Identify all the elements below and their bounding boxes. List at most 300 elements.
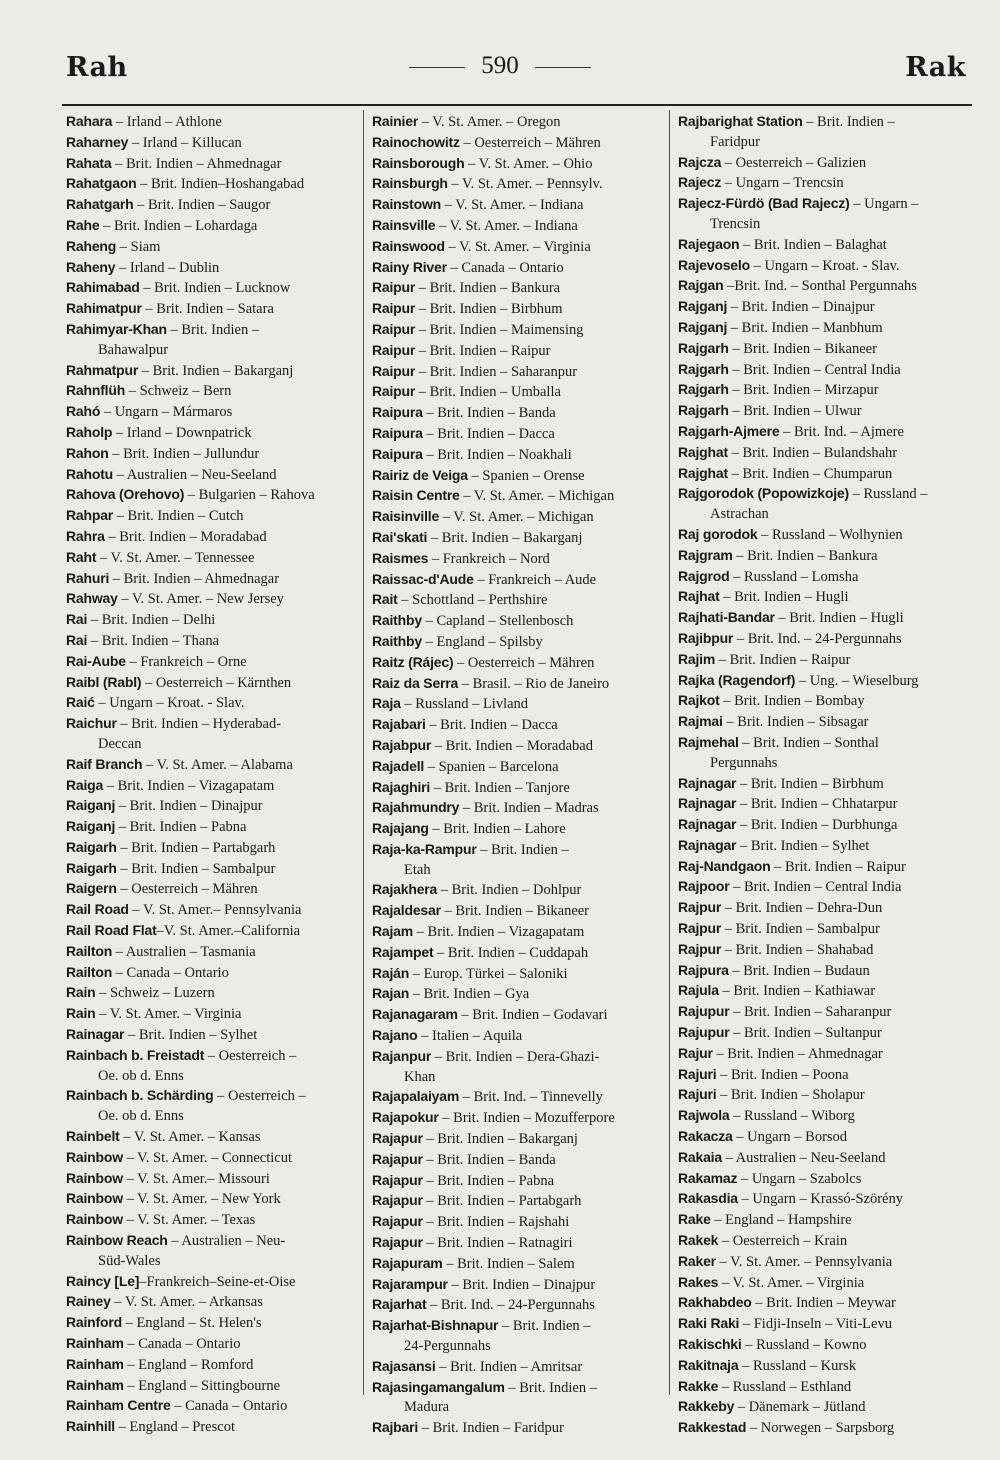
gazetteer-entry — [678, 712, 978, 733]
gazetteer-entry — [678, 877, 978, 898]
gazetteer-entry — [678, 276, 978, 297]
gazetteer-entry — [372, 1295, 672, 1316]
gazetteer-entry — [66, 444, 366, 465]
entry-headword: Raipur — [372, 383, 416, 400]
entry-location: – Ungarn – Trencsin — [721, 175, 844, 192]
entry-location: – Brit. Indien – Bikaneer — [440, 903, 590, 920]
gazetteer-entry — [66, 1292, 366, 1313]
gazetteer-entry-continuation — [372, 1398, 672, 1418]
entry-location: – Brit. Indien – Lohardaga — [99, 217, 258, 234]
entry-location: – Brit. Indien – Bakarganj — [138, 362, 294, 379]
entry-headword: Rahatgaon — [66, 175, 137, 192]
entry-location: – Australien – Neu- — [167, 1233, 286, 1250]
gazetteer-entry — [372, 174, 672, 195]
entry-headword: Rajkot — [678, 692, 720, 709]
entry-location: – Ungarn – Mármaros — [100, 404, 233, 421]
gazetteer-entry — [66, 361, 366, 382]
gazetteer-entry — [372, 133, 672, 154]
entry-location: – Schweiz – Bern — [125, 383, 232, 400]
entry-headword: Rajpur — [678, 920, 722, 937]
entry-location: – Irland – Athlone — [112, 114, 222, 130]
entry-location: – Brit. Indien – Ahmednagar — [111, 155, 282, 172]
entry-location: – Brit. Indien – Budaun — [728, 962, 870, 979]
entry-headword: Rahotu — [66, 465, 114, 482]
entry-location: – Brit. Ind. – 24-Pergunnahs — [426, 1297, 595, 1314]
entry-location: – V. St. Amer. – Kansas — [119, 1129, 261, 1146]
entry-headword: Rajasingamangalum — [372, 1378, 505, 1395]
entry-location: – Brit. Indien – Bakarganj — [427, 529, 583, 546]
entry-headword: Raiganj — [66, 797, 116, 814]
entry-location: – Brit. Indien – Sonthal — [738, 734, 879, 751]
entry-headword: Rajecz-Fürdö (Bad Rajecz) — [678, 195, 850, 212]
entry-headword: Rajgarh — [678, 402, 729, 419]
entry-location: – Brit. Indien – — [498, 1318, 591, 1335]
gazetteer-entry-continuation — [678, 505, 978, 525]
entry-location: – Brit. Indien – Dacca — [422, 425, 555, 442]
entry-location: – Canada – Ontario — [170, 1398, 288, 1415]
entry-headword: Raipur — [372, 320, 416, 337]
gazetteer-entry — [66, 1148, 366, 1169]
entry-headword: Rajpur — [678, 940, 722, 957]
gazetteer-entry — [372, 757, 672, 778]
gazetteer-entry — [678, 1397, 978, 1418]
entry-headword: Rail Road Flat — [66, 922, 157, 939]
column-divider-2 — [669, 110, 670, 1395]
entry-headword: Rainbow Reach — [66, 1232, 168, 1249]
gazetteer-entry — [66, 1004, 366, 1025]
entry-headword: Rahway — [66, 590, 118, 607]
header-dash-right — [535, 67, 591, 68]
entry-headword: Rainsburgh — [372, 175, 448, 192]
gazetteer-entry — [66, 1046, 366, 1067]
gazetteer-entry — [372, 1316, 672, 1337]
gazetteer-entry — [678, 1231, 978, 1252]
gazetteer-entry — [678, 1085, 978, 1106]
gazetteer-entry — [66, 796, 366, 817]
entry-continuation-text: Deccan — [98, 735, 142, 752]
entry-location: – Brit. Indien – Moradabad — [104, 528, 267, 545]
gazetteer-entry — [372, 964, 672, 985]
entry-headword: Raki Raki — [678, 1315, 740, 1332]
entry-headword: Rakitnaja — [678, 1356, 739, 1373]
entry-location: – Ungarn – Szabolcs — [737, 1170, 862, 1187]
gazetteer-entry — [678, 794, 978, 815]
entry-location: – Spanien – Barcelona — [424, 758, 559, 775]
entry-location: – Brit. Indien – Banda — [422, 1151, 556, 1168]
page-number: 590 — [481, 52, 519, 79]
entry-headword: Raipura — [372, 445, 423, 462]
gazetteer-entry — [66, 652, 366, 673]
gazetteer-entry — [678, 1293, 978, 1314]
entry-headword: Rake — [678, 1211, 711, 1228]
entry-location: – Norwegen – Sarpsborg — [746, 1420, 895, 1437]
gazetteer-entry — [372, 237, 672, 258]
gazetteer-entry — [66, 942, 366, 963]
entry-headword: Rai — [66, 631, 88, 648]
entry-headword: Rajapur — [372, 1234, 423, 1251]
entry-location: – Australien – Tasmania — [112, 943, 256, 960]
page-header — [0, 52, 1000, 100]
entry-location: – Brit. Indien – Pabna — [422, 1172, 555, 1189]
entry-headword: Rainy River — [372, 258, 447, 275]
entry-headword: Rakke — [678, 1377, 719, 1394]
entry-headword: Rajcza — [678, 153, 722, 170]
entry-location: – Ungarn – Borsod — [732, 1129, 848, 1146]
gazetteer-entry — [372, 382, 672, 403]
gazetteer-entry — [66, 673, 366, 694]
entry-headword: Rakasdia — [678, 1190, 738, 1207]
entry-location: – Russland – Wiborg — [729, 1108, 855, 1125]
entry-location: – England – Sittingbourne — [123, 1377, 280, 1394]
gazetteer-entry — [66, 548, 366, 569]
column-1 — [66, 112, 366, 1438]
entry-headword: Rajbari — [372, 1419, 419, 1436]
gazetteer-entry — [372, 840, 672, 861]
entry-headword: Raincy [Le] — [66, 1272, 140, 1289]
entry-location: – Brit. Indien – Central India — [729, 879, 902, 896]
entry-location: – Russland – Lomsha — [729, 568, 859, 585]
entry-location: – V. St. Amer. – Oregon — [418, 114, 561, 130]
gazetteer-entry — [372, 922, 672, 943]
entry-location: – Brit. Indien – Dinajpur — [115, 798, 263, 815]
entry-headword: Rainsborough — [372, 154, 465, 171]
entry-location: – Italien – Aquila — [417, 1028, 523, 1045]
gazetteer-entry — [678, 629, 978, 650]
gazetteer-entry — [372, 216, 672, 237]
gazetteer-entry — [372, 258, 672, 279]
gazetteer-entry — [678, 774, 978, 795]
gazetteer-entry — [66, 258, 366, 279]
entry-location: – V. St. Amer. – Texas — [122, 1212, 256, 1229]
entry-headword: Raj gorodok — [678, 525, 758, 542]
entry-headword: Rahimyar-Khan — [66, 320, 167, 337]
entry-location: – Brit. Indien – — [476, 841, 569, 858]
entry-headword: Raharney — [66, 133, 129, 150]
entry-continuation-text: Madura — [404, 1399, 450, 1416]
gazetteer-entry — [372, 1357, 672, 1378]
entry-location: – V. St. Amer.– Pennsylvania — [128, 902, 302, 919]
entry-location: – Irland – Downpatrick — [112, 424, 252, 441]
entry-headword: Rajka (Ragendorf) — [678, 671, 796, 688]
entry-continuation-text: Süd-Wales — [98, 1252, 161, 1269]
entry-headword: Rajpoor — [678, 878, 730, 895]
entry-headword: Rajapur — [372, 1171, 423, 1188]
entry-headword: Raja-ka-Rampur — [372, 840, 477, 857]
entry-location: – Ungarn – Kroat. - Slav. — [749, 257, 900, 274]
entry-headword: Raján — [372, 964, 410, 981]
gazetteer-entry — [372, 653, 672, 674]
entry-location: – Brit. Indien – Birbhum — [736, 775, 884, 792]
gazetteer-entry — [66, 838, 366, 859]
gazetteer-entry — [66, 278, 366, 299]
entry-headword: Rahmatpur — [66, 361, 139, 378]
entry-location: – Brit. Indien – Pabna — [115, 819, 247, 836]
entry-continuation-text: Astrachan — [710, 506, 769, 523]
gazetteer-entry — [678, 194, 978, 215]
gazetteer-entry — [372, 1047, 672, 1068]
gazetteer-entry — [66, 610, 366, 631]
entry-location: – Oesterreich – Mähren — [116, 881, 258, 898]
entry-location: – Brit. Indien – Meywar — [751, 1295, 896, 1312]
gazetteer-entry — [678, 898, 978, 919]
entry-headword: Rainham — [66, 1376, 124, 1393]
gazetteer-entry — [678, 587, 978, 608]
entry-headword: Raibl (Rabl) — [66, 673, 142, 690]
gazetteer-entry — [66, 1376, 366, 1397]
gazetteer-entry — [372, 1212, 672, 1233]
entry-headword: Rainagar — [66, 1026, 125, 1043]
entry-headword: Rakkeby — [678, 1398, 735, 1415]
entry-headword: Rain — [66, 1005, 96, 1022]
gazetteer-entry — [66, 589, 366, 610]
gazetteer-entry — [66, 631, 366, 652]
entry-location: – Brit. Indien – Satara — [141, 301, 274, 318]
entry-location: – Capland – Stellenbosch — [421, 613, 574, 630]
entry-location: – Brit. Indien – Chhatarpur — [736, 796, 898, 813]
gazetteer-entry — [66, 1231, 366, 1252]
entry-location: – Brit. Indien – Dohlpur — [437, 882, 582, 899]
entry-continuation-text: Faridpur — [710, 133, 760, 150]
gazetteer-entry — [678, 1044, 978, 1065]
gazetteer-entry — [372, 403, 672, 424]
gazetteer-entry — [66, 1169, 366, 1190]
entry-location: – Brit. Indien – Balaghat — [739, 236, 887, 253]
gazetteer-entry — [66, 1396, 366, 1417]
entry-headword: Raja — [372, 695, 401, 712]
entry-headword: Rajgarh — [678, 360, 729, 377]
entry-location: – V. St. Amer. – Michigan — [459, 488, 615, 505]
entry-location: – Oesterreich – Mähren — [459, 134, 601, 151]
entry-headword: Raipur — [372, 362, 416, 379]
gazetteer-entry — [678, 464, 978, 485]
gazetteer-entry — [372, 424, 672, 445]
gazetteer-entry — [372, 694, 672, 715]
gazetteer-entry — [66, 817, 366, 838]
entry-location: – Brit. Indien – Faridpur — [418, 1420, 564, 1437]
entry-location: – Brit. Ind. – Tinnevelly — [459, 1089, 603, 1106]
entry-location: – V. St. Amer. – Arkansas — [110, 1294, 263, 1311]
entry-headword: Raitz (Rájec) — [372, 653, 454, 670]
entry-headword: Rajgorodok (Popowizkoje) — [678, 485, 849, 502]
gazetteer-entry-continuation — [66, 1252, 366, 1272]
entry-headword: Rai-Aube — [66, 652, 126, 669]
gazetteer-entry — [66, 506, 366, 527]
entry-headword: Rajula — [678, 982, 719, 999]
gazetteer-entry — [66, 776, 366, 797]
entry-headword: Raipura — [372, 424, 423, 441]
gazetteer-entry — [66, 921, 366, 942]
entry-headword: Rainhill — [66, 1418, 115, 1435]
gazetteer-entry — [678, 1127, 978, 1148]
entry-location: – Australien – Neu-Seeland — [113, 466, 277, 483]
entry-location: – V. St. Amer. – Pennsylv. — [447, 176, 603, 193]
entry-location: – England – Romford — [123, 1356, 254, 1373]
gazetteer-entry — [372, 1275, 672, 1296]
entry-headword: Raipur — [372, 300, 416, 317]
entry-location: – Brit. Indien – Noakhali — [422, 446, 572, 463]
entry-headword: Rajhat — [678, 588, 720, 605]
entry-headword: Raić — [66, 694, 95, 711]
entry-headword: Rajegaon — [678, 235, 740, 252]
gazetteer-entry-continuation — [372, 1337, 672, 1357]
entry-location: – Brit. Indien – Ratnagiri — [422, 1235, 573, 1252]
gazetteer-entry — [372, 632, 672, 653]
entry-headword: Rainbow — [66, 1190, 123, 1207]
entry-location: – Brit. Indien – Hugli — [719, 589, 849, 606]
entry-headword: Raht — [66, 548, 97, 565]
entry-headword: Rajaghiri — [372, 778, 431, 795]
entry-headword: Rajano — [372, 1027, 418, 1044]
gazetteer-entry-continuation — [678, 133, 978, 153]
entry-location: – V. St. Amer. – Virginia — [444, 238, 591, 255]
gazetteer-entry — [678, 484, 978, 505]
entry-location: – Brit. Indien – Ulwur — [728, 403, 862, 420]
entry-headword: Rajapur — [372, 1192, 423, 1209]
entry-headword: Rajakhera — [372, 881, 438, 898]
entry-location: – Russland – Kursk — [738, 1357, 857, 1374]
entry-location: – Irland – Killucan — [128, 134, 242, 151]
gazetteer-entry — [678, 691, 978, 712]
entry-location: – Oesterreich – — [213, 1088, 306, 1105]
gazetteer-entry — [372, 778, 672, 799]
entry-location: – Bulgarien – Rahova — [184, 487, 315, 504]
gazetteer-entry — [372, 112, 672, 133]
entry-headword: Rahra — [66, 527, 105, 544]
gazetteer-entry — [66, 465, 366, 486]
entry-headword: Rajupur — [678, 1024, 730, 1041]
entry-location: – Russland – Esthland — [718, 1378, 852, 1395]
gazetteer-entry — [678, 815, 978, 836]
entry-headword: Rajaldesar — [372, 902, 441, 919]
entry-headword: Rahon — [66, 444, 109, 461]
gazetteer-entry-continuation — [678, 754, 978, 774]
entry-location: – Brit. Indien – Shahabad — [721, 941, 874, 958]
gazetteer-entry — [66, 174, 366, 195]
entry-location: – V. St. Amer. – Indiana — [440, 197, 584, 214]
entry-headword: Raigern — [66, 880, 117, 897]
column-divider-1 — [363, 110, 364, 1395]
gazetteer-entry — [678, 1002, 978, 1023]
entry-location: – Brit. Indien – Gya — [409, 986, 530, 1003]
entry-headword: Rajasansi — [372, 1357, 436, 1374]
entry-location: – Brit. Indien – — [166, 321, 260, 338]
entry-location: – Russland – Kowno — [741, 1337, 867, 1354]
entry-location: – Brit. Indien – Moradabad — [431, 737, 593, 754]
gazetteer-entry — [66, 569, 366, 590]
gazetteer-entry — [678, 1210, 978, 1231]
gazetteer-entry-continuation — [66, 1067, 366, 1087]
entry-location: –Frankreich–Seine-et-Oise — [139, 1273, 296, 1290]
gazetteer-entry — [678, 1335, 978, 1356]
entry-location: – Canada – Ontario — [112, 964, 229, 981]
column-3 — [678, 112, 978, 1439]
gazetteer-entry — [66, 381, 366, 402]
entry-headword: Raholp — [66, 423, 113, 440]
gazetteer-entry — [372, 341, 672, 362]
entry-headword: Rainochowitz — [372, 133, 460, 150]
entry-location: – Brit. Indien – Partabgarh — [116, 839, 276, 856]
gazetteer-entry — [66, 900, 366, 921]
entry-headword: Rajgram — [678, 546, 733, 563]
entry-headword: Rajnagar — [678, 836, 737, 853]
gazetteer-entry — [66, 1127, 366, 1148]
gazetteer-entry — [372, 901, 672, 922]
entry-headword: Rajganj — [678, 298, 728, 315]
entry-location: – Dänemark – Jütland — [734, 1399, 866, 1416]
entry-location: – Brit. Indien – Birbhum — [415, 301, 563, 318]
entry-headword: Rajgarh — [678, 381, 729, 398]
entry-headword: Rainham — [66, 1335, 124, 1352]
entry-headword: Rainswood — [372, 237, 445, 254]
entry-location: – England – Hampshire — [710, 1212, 852, 1229]
entry-location: – Brit. Ind. – Ajmere — [779, 423, 904, 440]
entry-headword: Rainbow — [66, 1169, 123, 1186]
entry-location: – V. St. Amer.– Missouri — [122, 1170, 270, 1187]
gazetteer-entry — [678, 546, 978, 567]
entry-location: – Brit. Indien – Umballa — [415, 384, 561, 401]
gazetteer-entry-continuation — [66, 1107, 366, 1127]
entry-headword: Rajgan — [678, 277, 724, 294]
entry-location: – Brit. Indien – Cuddapah — [433, 944, 589, 961]
gazetteer-entry — [678, 1377, 978, 1398]
gazetteer-entry — [678, 919, 978, 940]
entry-headword: Rai — [66, 611, 88, 628]
gazetteer-entry — [372, 984, 672, 1005]
entry-location: – Brit. Indien – Manbhum — [727, 319, 883, 336]
page-number-line — [0, 52, 1000, 80]
entry-location: –V. St. Amer.–California — [156, 923, 301, 940]
entry-headword: Raithby — [372, 632, 422, 649]
entry-headword: Raker — [678, 1252, 716, 1269]
entry-headword: Rajpur — [678, 899, 722, 916]
entry-headword: Rajanagaram — [372, 1006, 458, 1023]
entry-headword: Rajibpur — [678, 629, 734, 646]
entry-location: – Oesterreich – Kärnthen — [141, 674, 292, 691]
gazetteer-entry — [66, 527, 366, 548]
entry-location: – V. St. Amer. – New Jersey — [117, 591, 284, 608]
entry-location: – Brit. Indien–Hoshangabad — [136, 176, 305, 193]
entry-location: – Russland – Wolhynien — [757, 526, 903, 543]
gazetteer-entry — [678, 1148, 978, 1169]
entry-headword: Rajapur — [372, 1213, 423, 1230]
entry-location: – Brit. Indien – Bombay — [719, 693, 865, 710]
entry-location: – Brit. Indien – Hugli — [774, 610, 904, 627]
entry-location: – Brit. Indien – Raipur — [415, 342, 551, 359]
entry-headword: Rahe — [66, 216, 100, 233]
entry-location: – Ungarn – — [849, 196, 919, 213]
gazetteer-entry — [678, 1023, 978, 1044]
entry-headword: Rahata — [66, 154, 112, 171]
gazetteer-entry — [372, 362, 672, 383]
gazetteer-entry — [372, 570, 672, 591]
gazetteer-entry — [678, 173, 978, 194]
gazetteer-entry-continuation — [66, 341, 366, 361]
gazetteer-entry — [372, 1418, 672, 1439]
entry-headword: Rajecz — [678, 174, 722, 191]
entry-headword: Railton — [66, 942, 113, 959]
entry-location: – Brit. Indien – Dera-Ghazi- — [431, 1048, 600, 1065]
entry-headword: Raisin Centre — [372, 487, 460, 504]
gazetteer-entry — [66, 693, 366, 714]
entry-headword: Rajuri — [678, 1086, 717, 1103]
entry-location: – Brit. Indien – Delhi — [87, 612, 216, 629]
entry-headword: Rajanpur — [372, 1047, 432, 1064]
gazetteer-entry — [372, 819, 672, 840]
entry-headword: Rajgarh-Ajmere — [678, 422, 780, 439]
gazetteer-entry — [372, 486, 672, 507]
entry-headword: Raipura — [372, 404, 423, 421]
entry-location: – Brit. Indien – Partabgarh — [422, 1193, 582, 1210]
